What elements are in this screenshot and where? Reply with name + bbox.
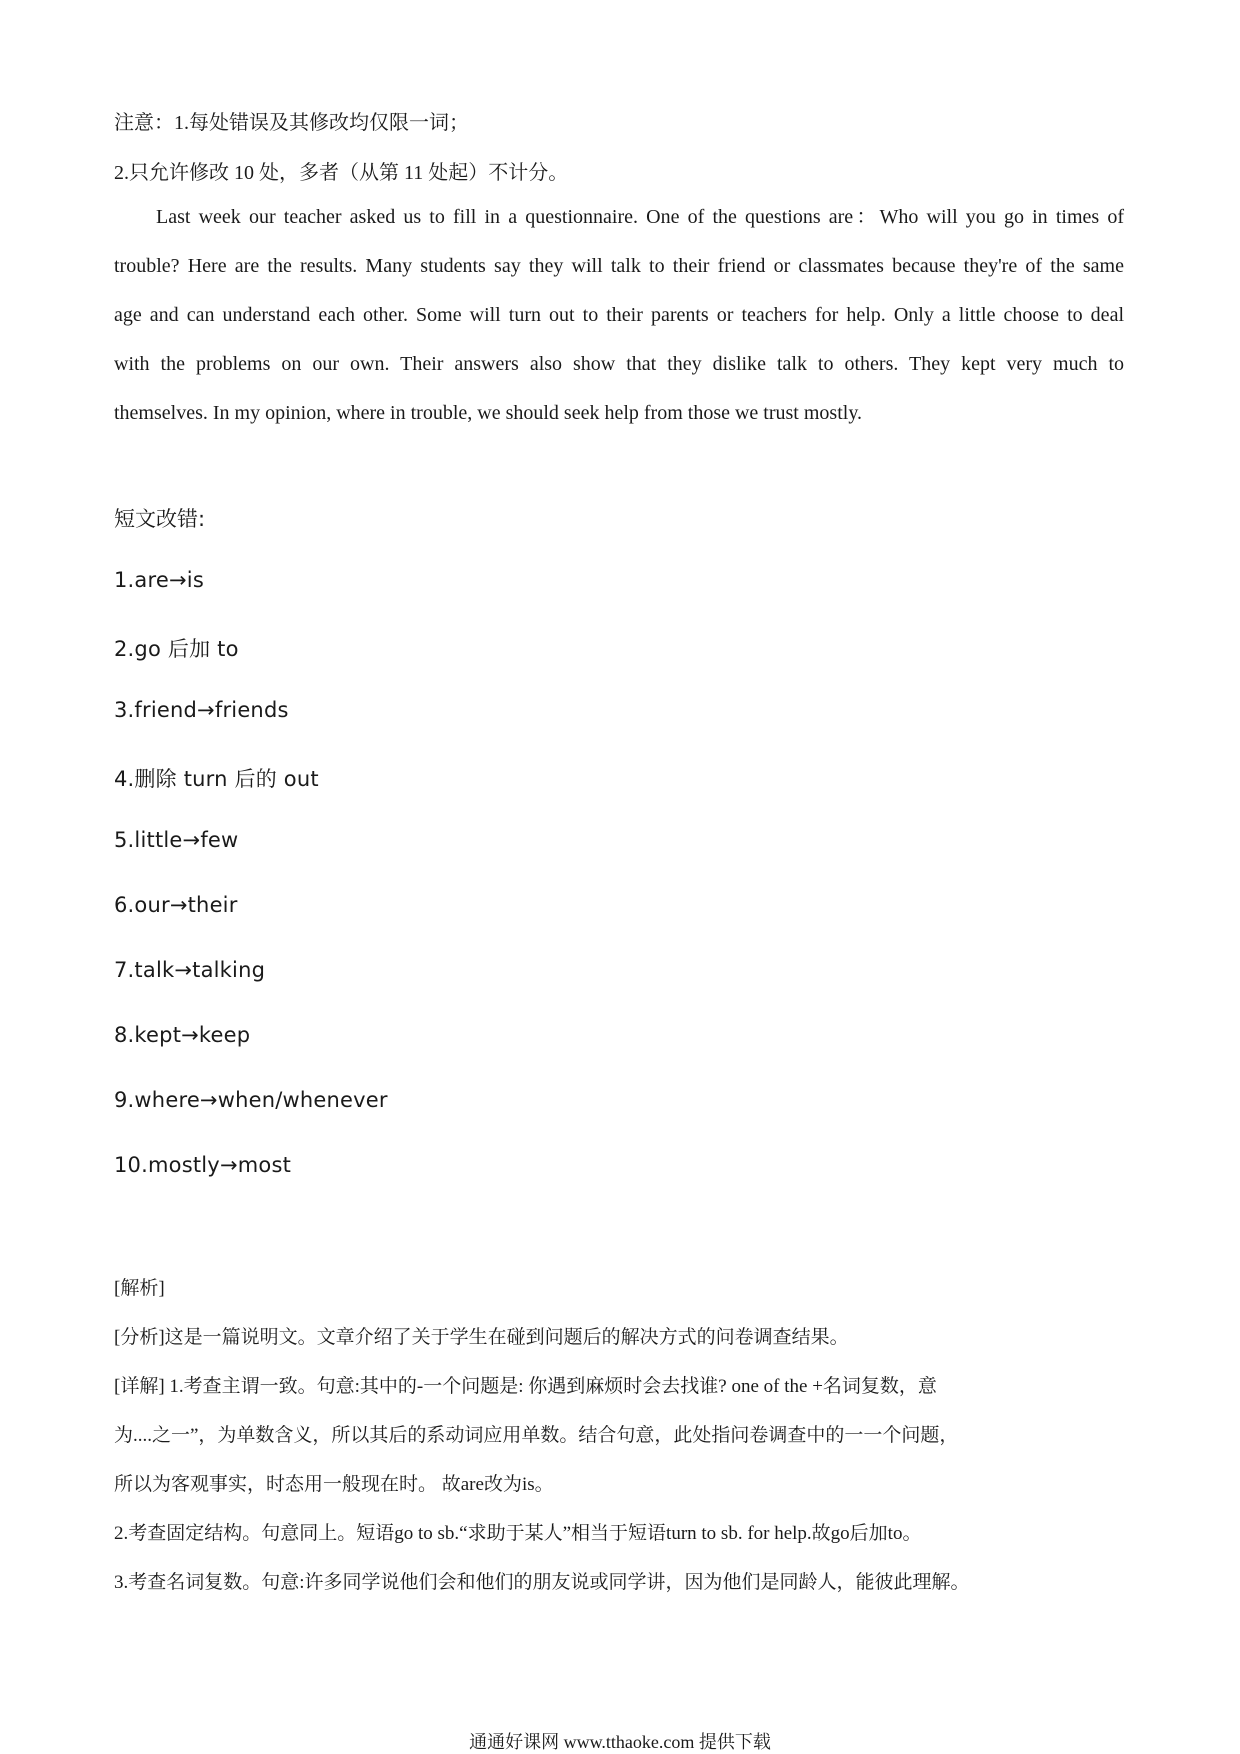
answer-item-7: 7.talk→talking: [114, 958, 266, 982]
answer-item-8: 8.kept→keep: [114, 1023, 251, 1047]
passage: [114, 193, 1124, 438]
answer-item-2: 2.go 后加 to: [114, 637, 239, 661]
answers-heading: 短文改错:: [114, 507, 206, 531]
passage-line-3: age and can understand each other. Some will turn out to their parents or teachers for help. Only a little choose to deal: [114, 304, 1124, 326]
analysis-detail-line-4: 2.考查固定结构。句意同上。短语go to sb.“求助于某人”相当于短语turn to sb. for help.故go后加to。: [114, 1523, 922, 1544]
note-line-2: 2.只允许修改 10 处，多者（从第 11 处起）不计分。: [114, 162, 569, 184]
note-line-1: 注意：1.每处错误及其修改均仅限一词；: [114, 112, 469, 134]
answer-item-10: 10.mostly→most: [114, 1153, 292, 1177]
analysis-detail-line-2: 为....之一”，为单数含义，所以其后的系动词应用单数。结合句意，此处指问卷调查中的一一个问题，: [114, 1425, 959, 1446]
passage-line-1: Last week our teacher asked us to fill in a questionnaire. One of the questions are：Who will you go in times of: [156, 206, 1124, 228]
answer-item-3: 3.friend→friends: [114, 698, 289, 722]
footer-credit: 通通好课网 www.tthaoke.com 提供下载: [469, 1732, 771, 1752]
answer-item-9: 9.where→when/whenever: [114, 1088, 388, 1112]
analysis-detail-line-3: 所以为客观事实，时态用一般现在时。 故are改为is。: [114, 1474, 554, 1495]
answer-item-4: 4.删除 turn 后的 out: [114, 767, 319, 791]
analysis-detail-line-5: 3.考查名词复数。句意:许多同学说他们会和他们的朋友说或同学讲，因为他们是同龄人，能彼此理解。: [114, 1572, 970, 1593]
analysis-label: [解析]: [114, 1278, 165, 1299]
answer-item-5: 5.little→few: [114, 828, 239, 852]
passage-line-2: trouble? Here are the results. Many students say they will talk to their friend or classmates because they're of the same: [114, 255, 1124, 277]
passage-line-5: themselves. In my opinion, where in trouble, we should seek help from those we trust mostly.: [114, 402, 863, 424]
passage-line-4: with the problems on our own. Their answers also show that they dislike talk to others. They kept very much to: [114, 353, 1124, 375]
answer-item-6: 6.our→their: [114, 893, 238, 917]
answer-item-1: 1.are→is: [114, 568, 204, 592]
analysis-detail-line-1: [详解] 1.考查主谓一致。句意:其中的-一个问题是: 你遇到麻烦时会去找谁? one of the +名词复数，意: [114, 1376, 937, 1397]
analysis-summary: [分析]这是一篇说明文。文章介绍了关于学生在碰到问题后的解决方式的问卷调查结果。: [114, 1327, 849, 1348]
